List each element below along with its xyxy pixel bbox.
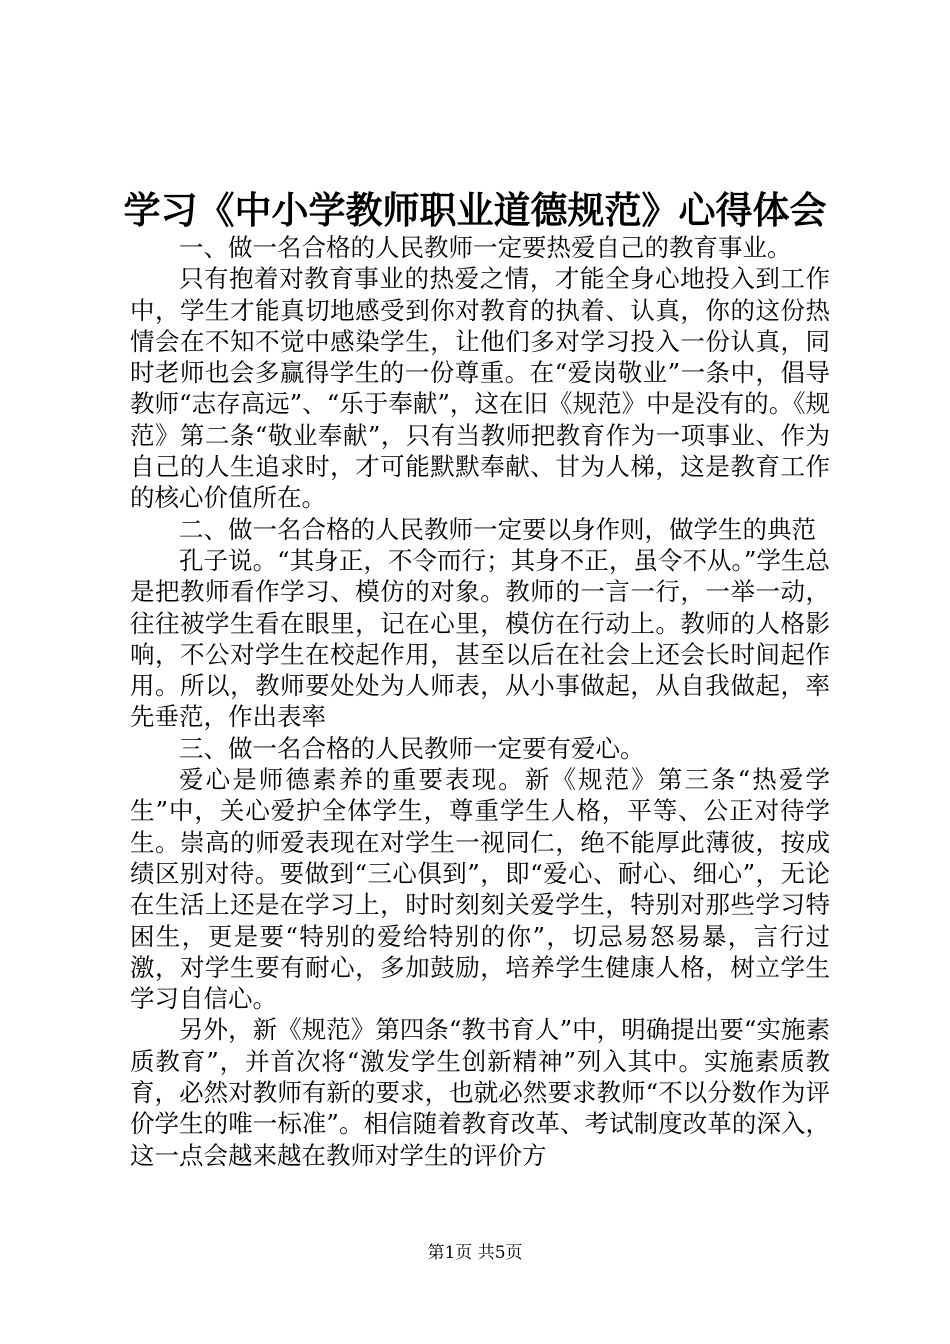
paragraph: 只有抱着对教育事业的热爱之情，才能全身心地投入到工作中，学生才能真切地感受到你对教育的执着、认真，你的这份热情会在不知不觉中感染学生，让他们多对学习投入一份认真，同时老师也会多赢得学生的一份尊重。在“爱岗敬业”一条中，倡导教师“志存高远”、“乐于奉献”，这在旧《规范》中是没有的。《规范》第二条“敬业奉献”，只有当教师把教育作为一项事业、作为自己的人生追求时，才可能默默奉献、甘为人梯，这是教育工作的核心价值所在。 <box>130 264 830 513</box>
document-title: 学习《中小学教师职业道德规范》心得体会 <box>123 188 827 232</box>
document-body <box>130 232 830 1171</box>
paragraph: 孔子说。“其身正，不令而行；其身不正，虽令不从。”学生总是把教师看作学习、模仿的对象。教师的一言一行，一举一动，往往被学生看在眼里，记在心里，模仿在行动上。教师的人格影响，不公对学生在校起作用，甚至以后在社会上还会长时间起作用。所以，教师要处处为人师表，从小事做起，从自我做起，率先垂范，作出表率 <box>130 545 830 732</box>
paragraph-heading-2: 二、做一名合格的人民教师一定要以身作则，做学生的典范 <box>179 514 816 544</box>
paragraph-heading-1: 一、做一名合格的人民教师一定要热爱自己的教育事业。 <box>179 233 792 262</box>
paragraph-heading-3: 三、做一名合格的人民教师一定要有爱心。 <box>179 733 645 763</box>
paragraph: 另外，新《规范》第四条“教书育人”中，明确提出要“实施素质教育”，并首次将“激发学生创新精神”列入其中。实施素质教育，必然对教师有新的要求，也就必然要求教师“不以分数作为评价学生的唯一标准”。相信随着教育改革、考试制度改革的深入，这一点会越来越在教师对学生的评价方 <box>130 1015 830 1170</box>
paragraph: 爱心是师德素养的重要表现。新《规范》第三条“热爱学生”中，关心爱护全体学生，尊重学生人格，平等、公正对待学生。崇高的师爱表现在对学生一视同仁，绝不能厚此薄彼，按成绩区别对待。要做到“三心俱到”，即“爱心、耐心、细心”，无论在生活上还是在学习上，时时刻刻关爱学生，特别对那些学习特困生，更是要“特别的爱给特别的你”，切忌易怒易暴，言行过激，对学生要有耐心，多加鼓励，培养学生健康人格，树立学生学习自信心。 <box>130 765 830 1014</box>
page-footer: 第1页 共5页 <box>427 1243 523 1263</box>
